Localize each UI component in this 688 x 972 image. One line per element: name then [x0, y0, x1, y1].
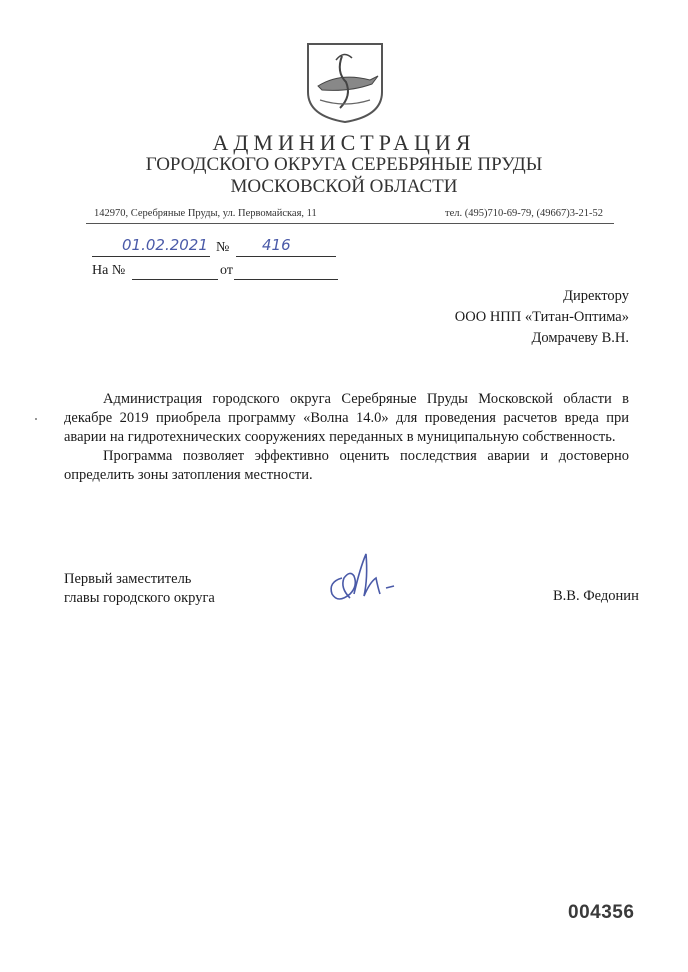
reg-number: 416 — [262, 236, 291, 254]
reg-number-label: № — [216, 240, 230, 255]
signer-position-line1: Первый заместитель — [64, 571, 192, 587]
number-underline — [236, 256, 336, 257]
addressee-company: ООО НПП «Титан-Оптима» — [454, 309, 629, 325]
coat-of-arms-emblem — [300, 42, 390, 124]
reply-number-underline — [132, 279, 218, 280]
handwritten-signature — [320, 548, 400, 608]
signer-position-line2: главы городского округа — [64, 590, 215, 606]
org-phone: тел. (495)710-69-79, (49667)3-21-52 — [445, 208, 603, 219]
document-serial-number: 004356 — [568, 902, 635, 923]
reply-from-label: от — [220, 263, 233, 278]
org-title: АДМИНИСТРАЦИЯ — [212, 130, 476, 155]
reply-number-label: На № — [92, 263, 126, 278]
letter-body — [64, 390, 629, 485]
addressee-name: Домрачеву В.Н. — [531, 330, 629, 346]
body-paragraph-2: Программа позволяет эффективно оценить последствия аварии и достоверно определить зоны затопления местности. — [64, 448, 629, 483]
reg-date: 01.02.2021 — [122, 236, 208, 254]
signer-position — [64, 570, 215, 608]
addressee-block — [455, 286, 629, 349]
addressee-title: Директору — [563, 288, 629, 304]
org-region: МОСКОВСКОЙ ОБЛАСТИ — [230, 176, 458, 197]
org-subtitle: ГОРОДСКОГО ОКРУГА СЕРЕБРЯНЫЕ ПРУДЫ — [145, 154, 543, 175]
scan-speck — [35, 418, 37, 420]
header-divider — [86, 223, 614, 224]
reply-date-underline — [234, 279, 338, 280]
date-underline — [92, 256, 210, 257]
org-address: 142970, Серебряные Пруды, ул. Первомайская, 11 — [94, 208, 317, 219]
signer-name: В.В. Федонин — [553, 588, 639, 604]
body-paragraph-1: Администрация городского округа Серебряные Пруды Московской области в декабре 2019 приобрела программу «Волна 14.0» для проведения расчетов вреда при аварии на гидротехнических сооружениях переданных в муниципальную собственность. — [64, 391, 629, 445]
